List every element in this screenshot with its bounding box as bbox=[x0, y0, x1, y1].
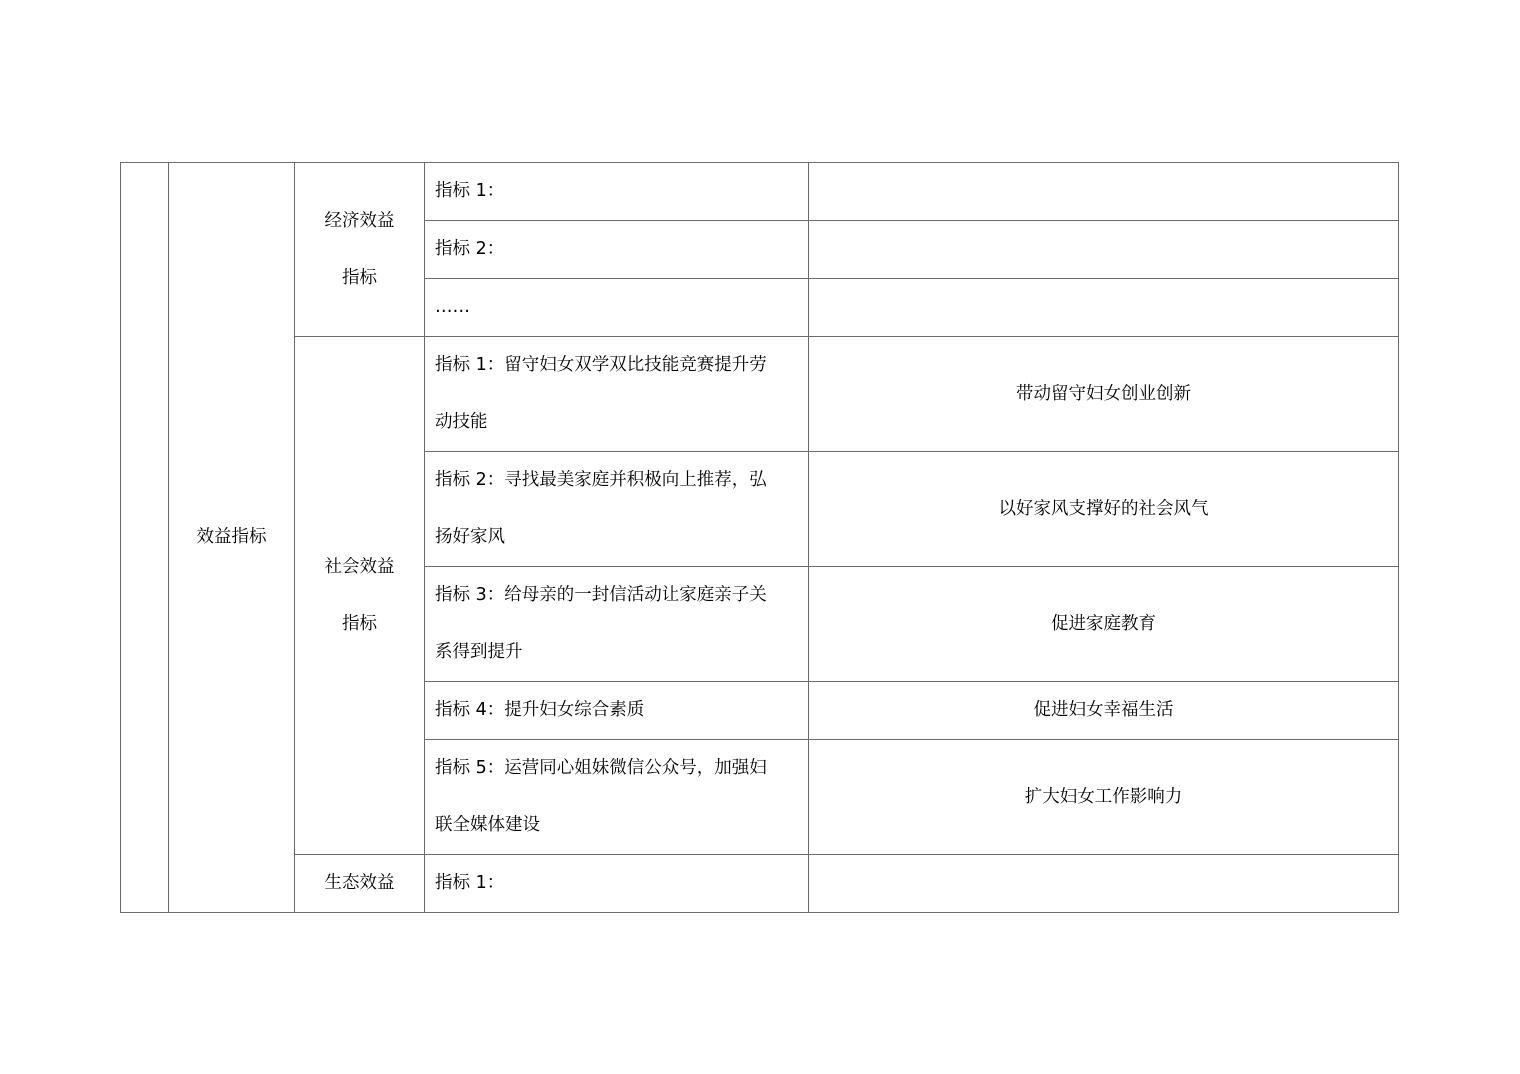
indicator-cell: 指标 1： bbox=[425, 163, 809, 221]
value-cell: 带动留守妇女创业创新 bbox=[809, 337, 1399, 452]
table-row bbox=[121, 163, 1399, 221]
social-benefit-label-line2: 指标 bbox=[342, 613, 377, 634]
value-cell: 促进妇女幸福生活 bbox=[809, 682, 1399, 740]
economic-benefit-label-line1: 经济效益 bbox=[324, 210, 395, 231]
value-cell bbox=[809, 279, 1399, 337]
value-cell bbox=[809, 163, 1399, 221]
indicator-line1: 指标 2：寻找最美家庭并积极向上推荐，弘 bbox=[435, 470, 767, 490]
second-level-indicator-cell: 效益指标 bbox=[169, 163, 295, 913]
table-row bbox=[121, 855, 1399, 913]
social-benefit-label-line1: 社会效益 bbox=[324, 556, 395, 577]
indicator-line2: 动技能 bbox=[435, 412, 488, 432]
indicator-line1: 指标 1：留守妇女双学双比技能竞赛提升劳 bbox=[435, 355, 767, 375]
performance-indicator-table bbox=[120, 162, 1399, 913]
indicator-cell bbox=[425, 567, 809, 682]
economic-benefit-label-cell bbox=[295, 163, 425, 337]
indicator-cell: 指标 2： bbox=[425, 221, 809, 279]
value-cell: 扩大妇女工作影响力 bbox=[809, 740, 1399, 855]
ecological-benefit-label-cell: 生态效益 bbox=[295, 855, 425, 913]
indicator-line2: 系得到提升 bbox=[435, 642, 523, 662]
indicator-cell bbox=[425, 452, 809, 567]
indicator-line2: 联全媒体建设 bbox=[435, 815, 540, 835]
indicator-line1: 指标 5：运营同心姐妹微信公众号，加强妇 bbox=[435, 758, 767, 778]
indicator-cell bbox=[425, 740, 809, 855]
first-level-indicator-cell bbox=[121, 163, 169, 913]
value-cell: 以好家风支撑好的社会风气 bbox=[809, 452, 1399, 567]
value-cell: 促进家庭教育 bbox=[809, 567, 1399, 682]
indicator-line2: 扬好家风 bbox=[435, 527, 505, 547]
indicator-line1: 指标 3：给母亲的一封信活动让家庭亲子关 bbox=[435, 585, 767, 605]
value-cell bbox=[809, 855, 1399, 913]
table-row bbox=[121, 337, 1399, 452]
indicator-cell: 指标 1： bbox=[425, 855, 809, 913]
indicator-cell: 指标 4：提升妇女综合素质 bbox=[425, 682, 809, 740]
indicator-cell: …… bbox=[425, 279, 809, 337]
indicator-cell bbox=[425, 337, 809, 452]
social-benefit-label-cell bbox=[295, 337, 425, 855]
economic-benefit-label-line2: 指标 bbox=[342, 267, 377, 288]
value-cell bbox=[809, 221, 1399, 279]
